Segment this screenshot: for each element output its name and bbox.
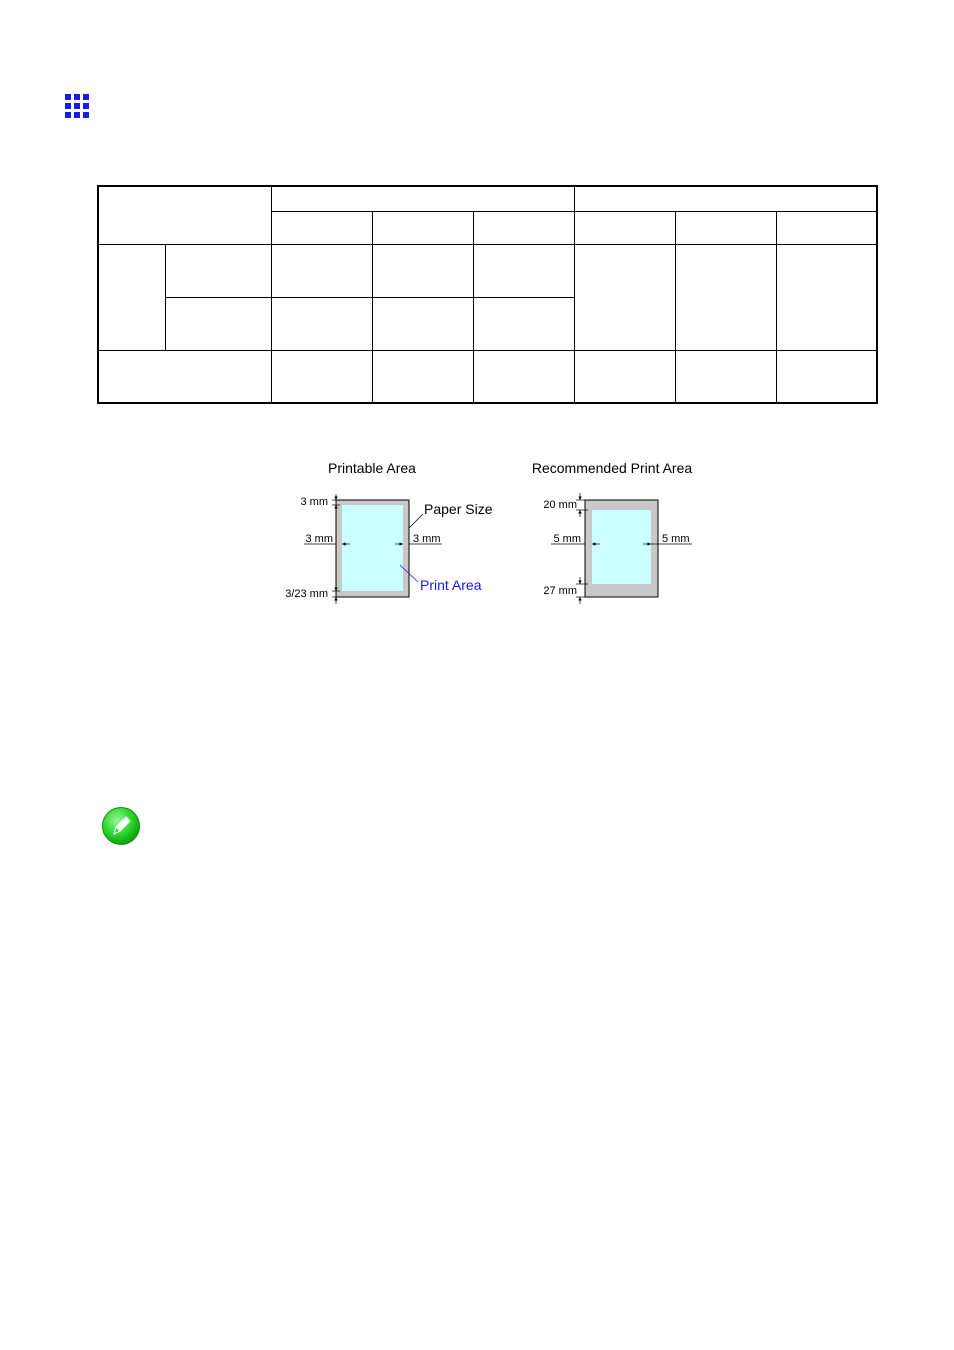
printable-area-title: Printable Area — [328, 460, 416, 476]
margin-spec-table — [97, 185, 878, 404]
printable-left-margin: 3 mm — [305, 533, 333, 545]
table-cell — [372, 297, 473, 350]
table-cell — [271, 350, 372, 403]
table-subheader — [271, 211, 372, 244]
table-row-label — [165, 244, 271, 297]
table-cell — [776, 244, 877, 350]
pencil-note-icon — [101, 806, 141, 846]
table-subheader — [776, 211, 877, 244]
printable-right-margin: 3 mm — [413, 533, 441, 545]
table-subheader — [372, 211, 473, 244]
print-area-diagram — [270, 450, 710, 620]
table-cell — [574, 350, 675, 403]
paper-size-label: Paper Size — [424, 501, 493, 517]
table-cell — [473, 350, 574, 403]
recommended-area-diagram — [532, 460, 693, 604]
table-cell — [675, 244, 776, 350]
table-header-corner — [98, 186, 271, 244]
recommended-right-margin: 5 mm — [662, 533, 690, 545]
table-cell — [372, 350, 473, 403]
recommended-area-title: Recommended Print Area — [531, 460, 693, 476]
table-cell — [271, 297, 372, 350]
table-row-label — [98, 350, 271, 403]
table-subheader — [473, 211, 574, 244]
printable-area-diagram — [285, 460, 492, 604]
recommended-top-margin: 20 mm — [543, 499, 577, 511]
table-header-group-1 — [271, 186, 574, 211]
table-cell — [776, 350, 877, 403]
table-row-group-label — [98, 244, 165, 350]
recommended-bottom-margin: 27 mm — [543, 585, 577, 597]
print-area-rect — [342, 505, 403, 591]
recommended-print-area-rect — [592, 510, 651, 584]
printable-bottom-margin: 3/23 mm — [285, 588, 328, 600]
print-area-label: Print Area — [420, 577, 482, 593]
table-cell — [473, 297, 574, 350]
table-cell — [372, 244, 473, 297]
table-cell — [574, 244, 675, 350]
table-row-label — [165, 297, 271, 350]
recommended-left-margin: 5 mm — [553, 533, 581, 545]
table-cell — [473, 244, 574, 297]
printable-top-margin: 3 mm — [300, 496, 328, 508]
table-cell — [675, 350, 776, 403]
table-subheader — [574, 211, 675, 244]
table-subheader — [675, 211, 776, 244]
grid-bullet-icon — [65, 94, 89, 118]
table-cell — [271, 244, 372, 297]
table-header-group-2 — [574, 186, 877, 211]
